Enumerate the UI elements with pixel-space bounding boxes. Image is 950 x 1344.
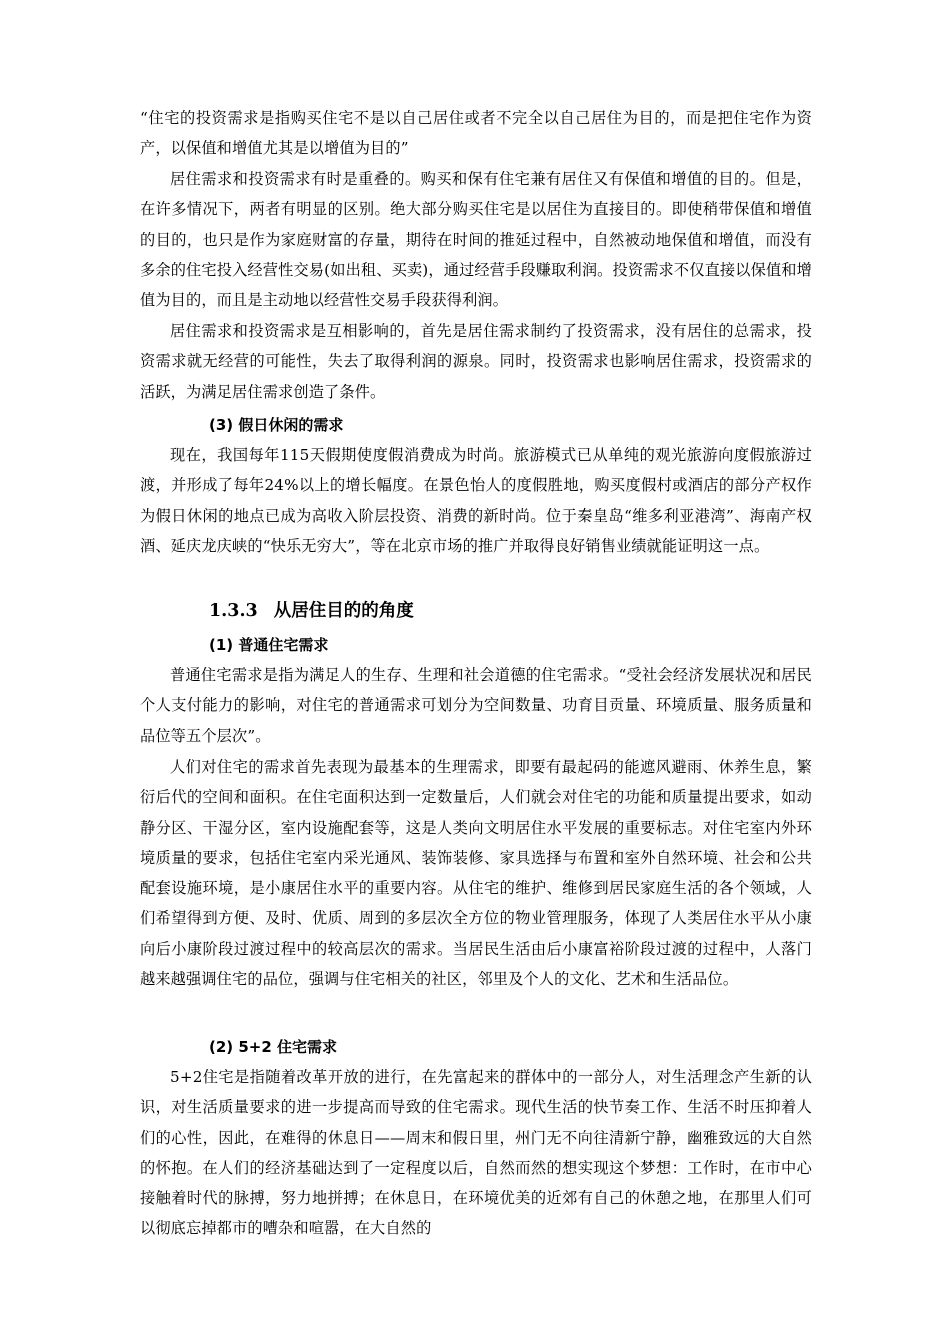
section-number: 1.3.3 <box>209 601 258 621</box>
paragraph-investment-definition: “住宅的投资需求是指购买住宅不是以自己居住或者不完全以自己居住为目的，而是把住宅作为资产，以保值和增值尤其是以增值为目的” <box>140 109 812 158</box>
paragraph-overlap: 居住需求和投资需求有时是重叠的。购买和保有住宅兼有居住又有保值和增值的目的。但是，在许多情况下，两者有明显的区别。绝大部分购买住宅是以居住为直接目的。即使稍带保值和增值的目的，也只是作为家庭财富的存量，期待在时间的推延过程中，自然被动地保值和增值，而没有多余的住宅投入经营性交易(如出租、买卖)，通过经营手段赚取利润。投资需求不仅直接以保值和增值为目的，而且是主动地以经营性交易手段获得利润。 <box>140 170 812 310</box>
subheading-5plus2-housing: (2) 5+2 住宅需求 <box>209 1038 338 1056</box>
paragraph-holiday: 现在，我国每年115天假期使度假消费成为时尚。旅游模式已从单纯的观光旅游向度假旅游过渡，并形成了每年24%以上的增长幅度。在景色怡人的度假胜地，购买度假村或酒店的部分产权作为假日休闲的地点已成为高收入阶层投资、消费的新时尚。位于秦皇岛“维多利亚港湾”、海南产权酒、延庆龙庆峡的“快乐无穷大”，等在北京市场的推广并取得良好销售业绩就能证明这一点。 <box>140 446 812 555</box>
subheading-ordinary-housing: (1) 普通住宅需求 <box>209 636 329 654</box>
subheading-holiday-leisure: (3) 假日休闲的需求 <box>209 416 344 434</box>
section-title: 从居住目的的角度 <box>273 601 414 621</box>
paragraph-mutual-influence: 居住需求和投资需求是互相影响的，首先是居住需求制约了投资需求，没有居住的总需求，投资需求就无经营的可能性，失去了取得利润的源泉。同时，投资需求也影响居住需求，投资需求的活跃，为满足居住需求创造了条件。 <box>140 322 812 401</box>
paragraph-5plus2-housing: 5+2住宅是指随着改革开放的进行，在先富起来的群体中的一部分人，对生活理念产生新的认识，对生活质量要求的进一步提高而导致的住宅需求。现代生活的快节奏工作、生活不时压抑着人们的心性，因此，在难得的休息日——周末和假日里，州门无不向往清新宁静，幽雅致远的大自然的怀抱。在人们的经济基础达到了一定程度以后，自然而然的想实现这个梦想：工作时，在市中心接触着时代的脉搏，努力地拼搏；在休息日，在环境优美的近郊有自己的休憩之地，在那里人们可以彻底忘掉都市的嘈杂和喧嚣，在大自然的 <box>140 1068 812 1238</box>
paragraph-ordinary-housing: 普通住宅需求是指为满足人的生存、生理和社会道德的住宅需求。“受社会经济发展状况和居民个人支付能力的影响，对住宅的普通需求可划分为空间数量、功育目贡量、环境质量、服务质量和品位等五个层次”。 <box>140 666 812 745</box>
section-heading-1-3-3 <box>209 596 414 626</box>
paragraph-physiological-needs: 人们对住宅的需求首先表现为最基本的生理需求，即要有最起码的能遮风避雨、休养生息，繁衍后代的空间和面积。在住宅面积达到一定数量后，人们就会对住宅的功能和质量提出要求，如动静分区、干湿分区，室内设施配套等，这是人类向文明居住水平发展的重要标志。对住宅室内外环境质量的要求，包括住宅室内采光通风、装饰装修、家具选择与布置和室外自然环境、社会和公共配套设施环境，是小康居住水平的重要内容。从住宅的维护、维修到居民家庭生活的各个领域，人们希望得到方便、及时、优质、周到的多层次全方位的物业管理服务，体现了人类居住水平从小康向后小康阶段过渡过程中的较高层次的需求。当居民生活由后小康富裕阶段过渡的过程中，人落门越来越强调住宅的品位，强调与住宅相关的社区，邻里及个人的文化、艺术和生活品位。 <box>140 758 812 989</box>
